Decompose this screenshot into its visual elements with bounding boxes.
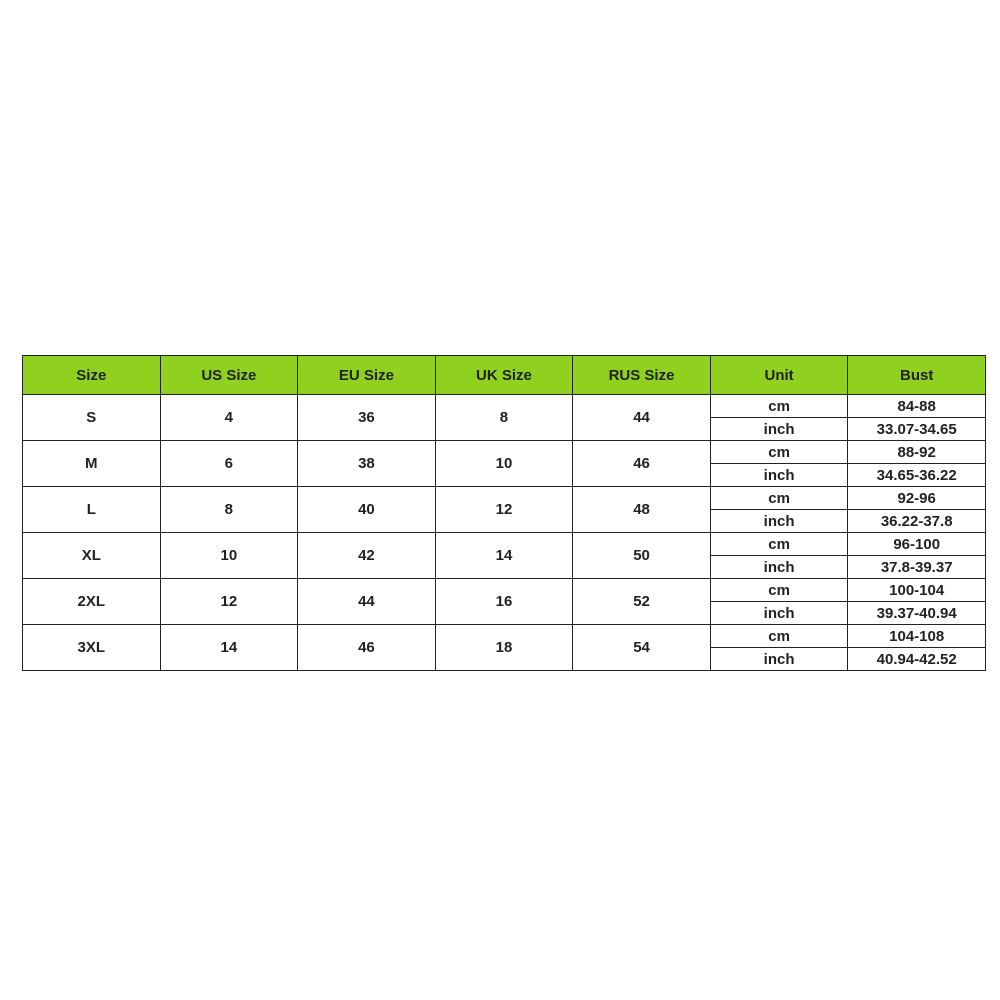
- cell-bust: 100-104: [848, 579, 986, 602]
- cell-unit: cm: [710, 487, 848, 510]
- header-row: [23, 356, 986, 395]
- cell-uk-size: 12: [435, 487, 573, 533]
- cell-rus-size: 52: [573, 579, 711, 625]
- cell-rus-size: 54: [573, 625, 711, 671]
- cell-unit: cm: [710, 395, 848, 418]
- table-row: [23, 579, 986, 602]
- cell-uk-size: 10: [435, 441, 573, 487]
- header-rus-size: RUS Size: [573, 356, 711, 395]
- cell-size: S: [23, 395, 161, 441]
- cell-unit: cm: [710, 579, 848, 602]
- cell-bust: 39.37-40.94: [848, 602, 986, 625]
- cell-bust: 96-100: [848, 533, 986, 556]
- cell-rus-size: 50: [573, 533, 711, 579]
- cell-us-size: 8: [160, 487, 298, 533]
- cell-uk-size: 8: [435, 395, 573, 441]
- cell-unit: cm: [710, 625, 848, 648]
- cell-us-size: 6: [160, 441, 298, 487]
- cell-size: 3XL: [23, 625, 161, 671]
- cell-bust: 92-96: [848, 487, 986, 510]
- cell-unit: inch: [710, 648, 848, 671]
- cell-us-size: 12: [160, 579, 298, 625]
- cell-size: XL: [23, 533, 161, 579]
- header-unit: Unit: [710, 356, 848, 395]
- cell-bust: 34.65-36.22: [848, 464, 986, 487]
- cell-size: 2XL: [23, 579, 161, 625]
- cell-uk-size: 16: [435, 579, 573, 625]
- cell-eu-size: 42: [298, 533, 436, 579]
- cell-rus-size: 48: [573, 487, 711, 533]
- cell-rus-size: 44: [573, 395, 711, 441]
- header-uk-size: UK Size: [435, 356, 573, 395]
- cell-eu-size: 36: [298, 395, 436, 441]
- cell-unit: inch: [710, 464, 848, 487]
- cell-uk-size: 18: [435, 625, 573, 671]
- cell-us-size: 4: [160, 395, 298, 441]
- table-row: [23, 395, 986, 418]
- cell-rus-size: 46: [573, 441, 711, 487]
- cell-bust: 104-108: [848, 625, 986, 648]
- size-chart-table: [22, 355, 986, 671]
- cell-size: L: [23, 487, 161, 533]
- cell-bust: 33.07-34.65: [848, 418, 986, 441]
- cell-bust: 36.22-37.8: [848, 510, 986, 533]
- cell-bust: 84-88: [848, 395, 986, 418]
- table-row: [23, 533, 986, 556]
- cell-size: M: [23, 441, 161, 487]
- table-row: [23, 487, 986, 510]
- cell-unit: cm: [710, 441, 848, 464]
- cell-unit: inch: [710, 602, 848, 625]
- header-size: Size: [23, 356, 161, 395]
- header-eu-size: EU Size: [298, 356, 436, 395]
- cell-us-size: 10: [160, 533, 298, 579]
- cell-unit: inch: [710, 418, 848, 441]
- cell-unit: cm: [710, 533, 848, 556]
- cell-bust: 40.94-42.52: [848, 648, 986, 671]
- header-bust: Bust: [848, 356, 986, 395]
- table-row: [23, 625, 986, 648]
- cell-uk-size: 14: [435, 533, 573, 579]
- cell-us-size: 14: [160, 625, 298, 671]
- cell-eu-size: 44: [298, 579, 436, 625]
- cell-eu-size: 40: [298, 487, 436, 533]
- cell-bust: 37.8-39.37: [848, 556, 986, 579]
- cell-eu-size: 38: [298, 441, 436, 487]
- header-us-size: US Size: [160, 356, 298, 395]
- table-row: [23, 441, 986, 464]
- cell-eu-size: 46: [298, 625, 436, 671]
- cell-unit: inch: [710, 556, 848, 579]
- cell-bust: 88-92: [848, 441, 986, 464]
- cell-unit: inch: [710, 510, 848, 533]
